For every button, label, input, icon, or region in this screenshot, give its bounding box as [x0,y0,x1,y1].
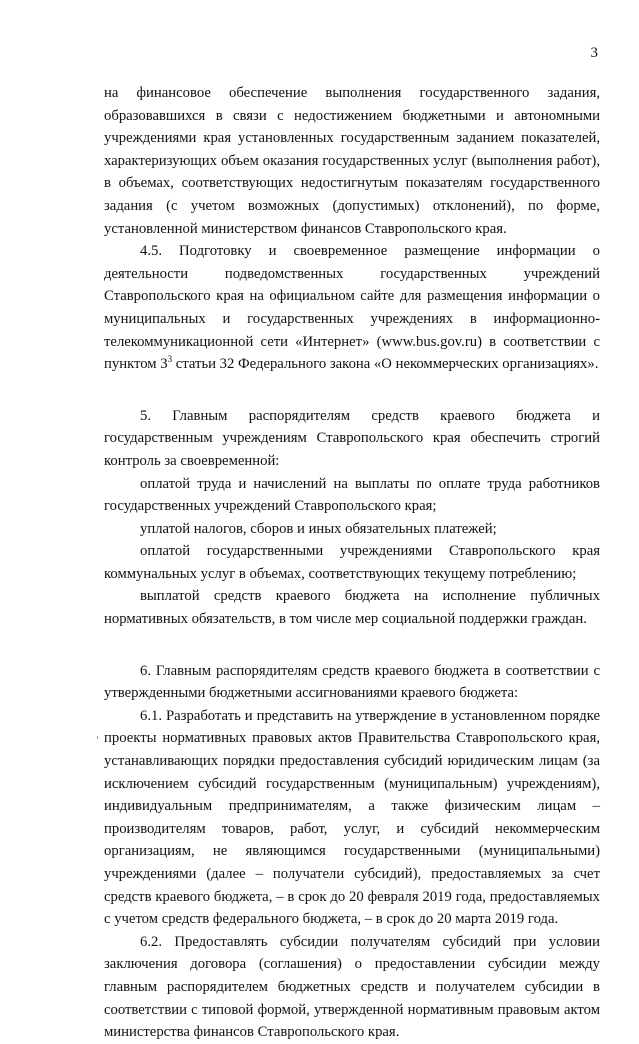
paragraph-6: 6. Главным распорядителям средств краевого бюджета в соответствии с утвержденными бюджетными ассигнованиями краевого бюджета: [104,662,600,702]
paragraph-4-5-text-end: статьи 32 Федерального закона «О некоммерческих организациях». [172,356,599,373]
paragraph-continuation: на финансовое обеспечение выполнения государственного задания, образовавшихся в связи с недостижением бюджетными и автономными учреждениями края установленных государственным заданием показателей, характеризующих объем оказания государственных услуг (выполнения работ), в объемах, соответствующих недостигнутым показателям государственного задания (с учетом возможных (допустимых) отклонений), по форме, установленной министерством финансов Ставропольского края. [104,85,600,237]
document-body [104,82,600,1044]
scan-mark [97,736,98,739]
paragraph-4-5 [104,240,600,376]
paragraph-4-5-text-start: 4.5. Подготовку и своевременное размещение информации о деятельности подведомственных государственных учреждений Ставропольского края на официальном сайте для размещения информации о муниципальных и государственных учреждениях в информационно-телекоммуникационной сети «Интернет» (www.bus.gov.ru) в соответствии с пунктом 3 [104,243,600,373]
paragraph-6-1: 6.1. Разработать и представить на утверждение в установленном порядке проекты нормативных правовых актов Правительства Ставропольского края, устанавливающих порядки предоставления субсидий юридическим лицам (за исключением субсидий государственным (муниципальным) учреждениям), индивидуальным предпринимателям, а также физическим лицам – производителям товаров, работ, услуг, и субсидий некоммерческим организациям, не являющимся государственными (муниципальными) учреждениями (далее – получатели субсидий), предоставляемых за счет средств краевого бюджета, – в срок до 20 февраля 2019 года, предоставляемых с учетом средств федерального бюджета, – в срок до 20 марта 2019 года. [104,707,600,928]
paragraph-5-item-taxes: уплатой налогов, сборов и иных обязательных платежей; [140,520,497,537]
paragraph-5: 5. Главным распорядителям средств краевого бюджета и государственным учреждениям Ставропольского края обеспечить строгий контроль за своевременной: [104,407,600,469]
superscript-reference: 3 [167,354,173,365]
paragraph-5-item-obligations: выплатой средств краевого бюджета на исполнение публичных нормативных обязательств, в том числе мер социальной поддержки граждан. [104,588,600,628]
paragraph-6-2: 6.2. Предоставлять субсидии получателям субсидий при условии заключения договора (соглашения) о предоставлении субсидии между главным распорядителем бюджетных средств и получателем субсидии в соответствии с типовой формой, утвержденной нормативным правовым актом министерства финансов Ставропольского края. [104,933,600,1041]
paragraph-5-item-utilities: оплатой государственными учреждениями Ставропольского края коммунальных услуг в объемах, соответствующих текущему потреблению; [104,543,600,582]
paragraph-5-item-wages: оплатой труда и начислений на выплаты по оплате труда работников государственных учреждений Ставропольского края; [104,475,600,515]
page-number: 3 [590,45,598,61]
